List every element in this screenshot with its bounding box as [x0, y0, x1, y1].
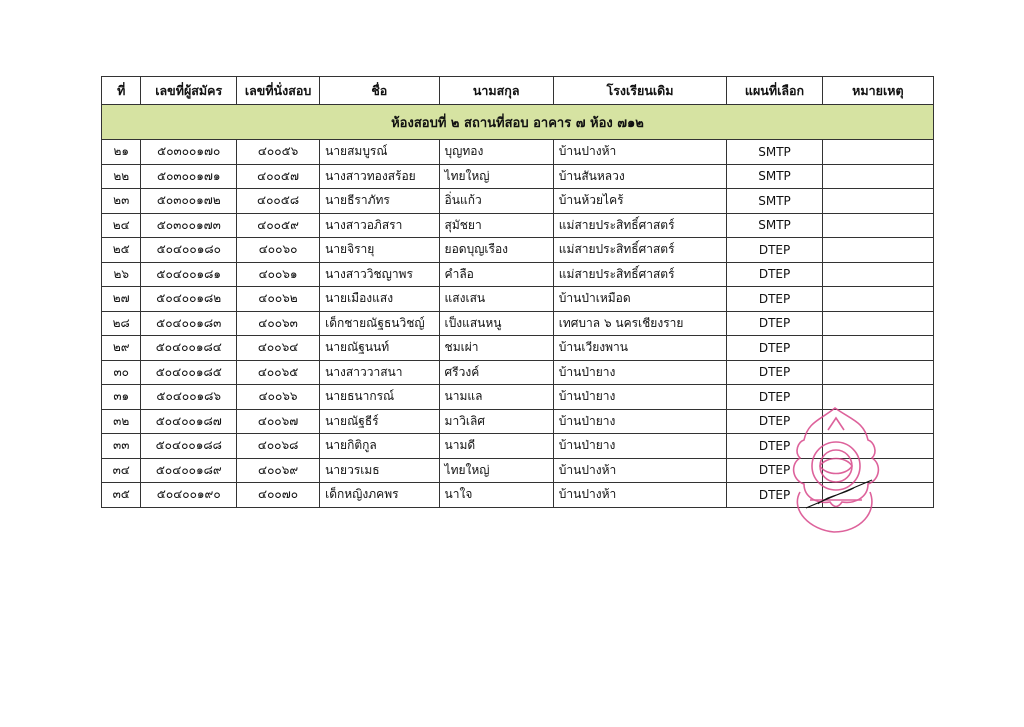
note-cell: [822, 287, 933, 312]
applicant-id-cell: ๕๐๔๐๐๑๘๒: [141, 287, 237, 312]
note-cell: [822, 262, 933, 287]
row-no-cell: ๒๓: [102, 189, 141, 214]
row-no-cell: ๒๙: [102, 336, 141, 361]
applicant-id-cell: ๕๐๔๐๐๑๘๔: [141, 336, 237, 361]
seat-number-cell: ๔๐๐๕๙: [237, 213, 320, 238]
first-name-cell: นายณัฐนนท์: [320, 336, 439, 361]
selected-plan-cell: DTEP: [727, 434, 823, 459]
previous-school-cell: บ้านป่ายาง: [553, 360, 726, 385]
last-name-cell: แสงเสน: [439, 287, 553, 312]
applicant-id-cell: ๕๐๓๐๐๑๗๐: [141, 140, 237, 165]
selected-plan-cell: DTEP: [727, 458, 823, 483]
last-name-cell: สุมัชยา: [439, 213, 553, 238]
applicant-id-cell: ๕๐๔๐๐๑๘๐: [141, 238, 237, 263]
first-name-cell: นายธนากรณ์: [320, 385, 439, 410]
row-no-cell: ๓๑: [102, 385, 141, 410]
seat-number-cell: ๔๐๐๖๙: [237, 458, 320, 483]
table-row: [102, 213, 934, 238]
last-name-cell: ยอดบุญเรือง: [439, 238, 553, 263]
applicant-id-cell: ๕๐๔๐๐๑๘๘: [141, 434, 237, 459]
row-no-cell: ๒๖: [102, 262, 141, 287]
last-name-cell: นาใจ: [439, 483, 553, 508]
note-cell: [822, 360, 933, 385]
applicant-id-cell: ๕๐๔๐๐๑๘๑: [141, 262, 237, 287]
header-note: หมายเหตุ: [822, 77, 933, 105]
note-cell: [822, 140, 933, 165]
last-name-cell: นามดี: [439, 434, 553, 459]
header-seat: เลขที่นั่งสอบ: [237, 77, 320, 105]
selected-plan-cell: SMTP: [727, 140, 823, 165]
selected-plan-cell: SMTP: [727, 213, 823, 238]
seat-number-cell: ๔๐๐๖๔: [237, 336, 320, 361]
first-name-cell: นายเมืองแสง: [320, 287, 439, 312]
first-name-cell: นายวรเมธ: [320, 458, 439, 483]
note-cell: [822, 311, 933, 336]
seat-number-cell: ๔๐๐๗๐: [237, 483, 320, 508]
selected-plan-cell: DTEP: [727, 360, 823, 385]
previous-school-cell: บ้านสันหลวง: [553, 164, 726, 189]
previous-school-cell: บ้านป่ายาง: [553, 409, 726, 434]
school-seal-stamp: [770, 400, 900, 540]
applicant-id-cell: ๕๐๓๐๐๑๗๓: [141, 213, 237, 238]
row-no-cell: ๓๒: [102, 409, 141, 434]
header-school: โรงเรียนเดิม: [553, 77, 726, 105]
applicant-id-cell: ๕๐๔๐๐๑๘๗: [141, 409, 237, 434]
seat-number-cell: ๔๐๐๖๕: [237, 360, 320, 385]
previous-school-cell: แม่สายประสิทธิ์ศาสตร์: [553, 262, 726, 287]
table-row: [102, 360, 934, 385]
note-cell: [822, 189, 933, 214]
previous-school-cell: แม่สายประสิทธิ์ศาสตร์: [553, 213, 726, 238]
table-row: [102, 164, 934, 189]
header-plan: แผนที่เลือก: [727, 77, 823, 105]
previous-school-cell: บ้านห้วยไคร้: [553, 189, 726, 214]
applicant-id-cell: ๕๐๔๐๐๑๘๖: [141, 385, 237, 410]
header-app-id: เลขที่ผู้สมัคร: [141, 77, 237, 105]
seat-number-cell: ๔๐๐๕๖: [237, 140, 320, 165]
previous-school-cell: บ้านปางห้า: [553, 483, 726, 508]
previous-school-cell: เทศบาล ๖ นครเชียงราย: [553, 311, 726, 336]
note-cell: [822, 164, 933, 189]
header-no: ที่: [102, 77, 141, 105]
last-name-cell: นามแล: [439, 385, 553, 410]
last-name-cell: คำลือ: [439, 262, 553, 287]
last-name-cell: อิ่นแก้ว: [439, 189, 553, 214]
row-no-cell: ๒๘: [102, 311, 141, 336]
first-name-cell: เด็กหญิงภคพร: [320, 483, 439, 508]
applicant-id-cell: ๕๐๔๐๐๑๙๐: [141, 483, 237, 508]
first-name-cell: นางสาววาสนา: [320, 360, 439, 385]
seat-number-cell: ๔๐๐๖๓: [237, 311, 320, 336]
first-name-cell: นางสาวทองสร้อย: [320, 164, 439, 189]
selected-plan-cell: DTEP: [727, 409, 823, 434]
table-row: [102, 336, 934, 361]
row-no-cell: ๒๕: [102, 238, 141, 263]
row-no-cell: ๓๐: [102, 360, 141, 385]
note-cell: [822, 336, 933, 361]
previous-school-cell: แม่สายประสิทธิ์ศาสตร์: [553, 238, 726, 263]
first-name-cell: นายกิติกูล: [320, 434, 439, 459]
seat-number-cell: ๔๐๐๖๖: [237, 385, 320, 410]
selected-plan-cell: SMTP: [727, 189, 823, 214]
page-title: ห้องสอบที่ ๒ สถานที่สอบ อาคาร ๗ ห้อง ๗๑๒: [102, 105, 934, 140]
header-first-name: ชื่อ: [320, 77, 439, 105]
selected-plan-cell: DTEP: [727, 311, 823, 336]
first-name-cell: นายสมบูรณ์: [320, 140, 439, 165]
previous-school-cell: บ้านป่ายาง: [553, 385, 726, 410]
row-no-cell: ๒๔: [102, 213, 141, 238]
table-row: [102, 262, 934, 287]
applicant-id-cell: ๕๐๓๐๐๑๗๒: [141, 189, 237, 214]
table-row: [102, 311, 934, 336]
header-last-name: นามสกุล: [439, 77, 553, 105]
table-row: [102, 238, 934, 263]
table-row: [102, 287, 934, 312]
selected-plan-cell: DTEP: [727, 336, 823, 361]
last-name-cell: ศรีวงค์: [439, 360, 553, 385]
applicant-id-cell: ๕๐๔๐๐๑๘๙: [141, 458, 237, 483]
row-no-cell: ๒๑: [102, 140, 141, 165]
applicant-id-cell: ๕๐๓๐๐๑๗๑: [141, 164, 237, 189]
selected-plan-cell: DTEP: [727, 385, 823, 410]
table-row: [102, 189, 934, 214]
table-row: [102, 140, 934, 165]
last-name-cell: บุญทอง: [439, 140, 553, 165]
first-name-cell: นายณัฐธีร์: [320, 409, 439, 434]
selected-plan-cell: SMTP: [727, 164, 823, 189]
previous-school-cell: บ้านป่ายาง: [553, 434, 726, 459]
last-name-cell: มาวิเลิศ: [439, 409, 553, 434]
previous-school-cell: บ้านปางห้า: [553, 458, 726, 483]
last-name-cell: เป็งแสนหนู: [439, 311, 553, 336]
row-no-cell: ๒๗: [102, 287, 141, 312]
seat-number-cell: ๔๐๐๖๗: [237, 409, 320, 434]
applicant-id-cell: ๕๐๔๐๐๑๘๕: [141, 360, 237, 385]
row-no-cell: ๓๓: [102, 434, 141, 459]
last-name-cell: ชมเผ่า: [439, 336, 553, 361]
last-name-cell: ไทยใหญ่: [439, 164, 553, 189]
seat-number-cell: ๔๐๐๖๑: [237, 262, 320, 287]
seat-number-cell: ๔๐๐๕๗: [237, 164, 320, 189]
first-name-cell: นายธีราภัทร: [320, 189, 439, 214]
row-no-cell: ๓๕: [102, 483, 141, 508]
first-name-cell: นางสาววิชญาพร: [320, 262, 439, 287]
first-name-cell: นางสาวอภิสรา: [320, 213, 439, 238]
previous-school-cell: บ้านเวียงพาน: [553, 336, 726, 361]
first-name-cell: นายจิรายุ: [320, 238, 439, 263]
last-name-cell: ไทยใหญ่: [439, 458, 553, 483]
first-name-cell: เด็กชายณัฐธนวิชญ์: [320, 311, 439, 336]
selected-plan-cell: DTEP: [727, 238, 823, 263]
selected-plan-cell: DTEP: [727, 287, 823, 312]
seat-number-cell: ๔๐๐๕๘: [237, 189, 320, 214]
note-cell: [822, 213, 933, 238]
seat-number-cell: ๔๐๐๖๐: [237, 238, 320, 263]
previous-school-cell: บ้านป่าเหมือด: [553, 287, 726, 312]
row-no-cell: ๒๒: [102, 164, 141, 189]
row-no-cell: ๓๔: [102, 458, 141, 483]
applicant-id-cell: ๕๐๔๐๐๑๘๓: [141, 311, 237, 336]
header-row: [102, 77, 934, 105]
selected-plan-cell: DTEP: [727, 262, 823, 287]
note-cell: [822, 238, 933, 263]
previous-school-cell: บ้านปางห้า: [553, 140, 726, 165]
seat-number-cell: ๔๐๐๖๘: [237, 434, 320, 459]
title-row: [102, 105, 934, 140]
seat-number-cell: ๔๐๐๖๒: [237, 287, 320, 312]
selected-plan-cell: DTEP: [727, 483, 823, 508]
